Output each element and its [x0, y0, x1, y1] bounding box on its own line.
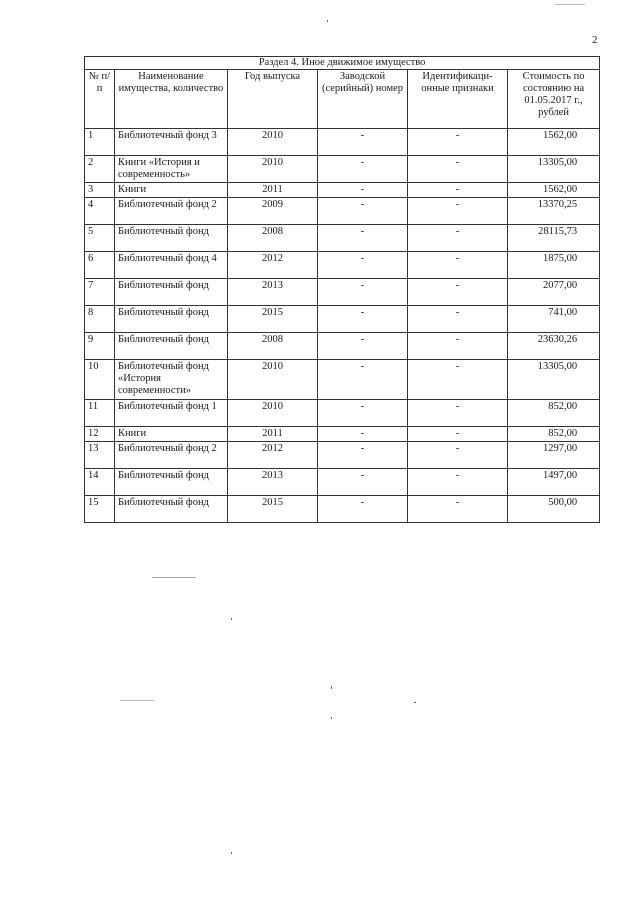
row-serial: - — [318, 496, 408, 523]
row-number: 13 — [85, 442, 115, 469]
row-cost: 741,00 — [508, 306, 600, 333]
row-name: Библиотечный фонд 2 — [115, 198, 228, 225]
row-number: 7 — [85, 279, 115, 306]
row-cost: 23630,26 — [508, 333, 600, 360]
row-number: 11 — [85, 400, 115, 427]
row-number: 3 — [85, 183, 115, 198]
row-year: 2013 — [228, 279, 318, 306]
row-cost: 852,00 — [508, 427, 600, 442]
row-cost: 1297,00 — [508, 442, 600, 469]
row-identification: - — [408, 496, 508, 523]
row-name: Библиотечный фонд — [115, 225, 228, 252]
row-year: 2012 — [228, 252, 318, 279]
table-row — [85, 156, 600, 183]
row-cost: 28115,73 — [508, 225, 600, 252]
row-identification: - — [408, 306, 508, 333]
column-header-serial: Заводской (серийный) номер — [318, 70, 408, 129]
row-identification: - — [408, 333, 508, 360]
row-number: 12 — [85, 427, 115, 442]
row-identification: - — [408, 442, 508, 469]
row-serial: - — [318, 442, 408, 469]
scan-speck — [331, 686, 332, 689]
table-row — [85, 333, 600, 360]
scan-speck — [331, 717, 332, 719]
row-serial: - — [318, 427, 408, 442]
row-year: 2010 — [228, 400, 318, 427]
table-row — [85, 360, 600, 400]
row-year: 2010 — [228, 360, 318, 400]
row-name: Библиотечный фонд — [115, 496, 228, 523]
row-identification: - — [408, 469, 508, 496]
row-identification: - — [408, 427, 508, 442]
page-number: 2 — [592, 34, 598, 46]
row-name: Библиотечный фонд 3 — [115, 129, 228, 156]
table-header-row — [85, 70, 600, 129]
row-name: Книги — [115, 427, 228, 442]
row-serial: - — [318, 129, 408, 156]
row-identification: - — [408, 279, 508, 306]
row-cost: 13305,00 — [508, 360, 600, 400]
scan-speck — [414, 702, 416, 703]
table-row — [85, 469, 600, 496]
table-row — [85, 252, 600, 279]
table-row — [85, 427, 600, 442]
row-name: Книги — [115, 183, 228, 198]
table-row — [85, 279, 600, 306]
row-cost: 1875,00 — [508, 252, 600, 279]
column-header-identification: Идентификаци-онные признаки — [408, 70, 508, 129]
column-header-year: Год выпуска — [228, 70, 318, 129]
row-name: Библиотечный фонд 4 — [115, 252, 228, 279]
row-name: Библиотечный фонд — [115, 306, 228, 333]
row-number: 2 — [85, 156, 115, 183]
row-serial: - — [318, 360, 408, 400]
table-row — [85, 198, 600, 225]
row-year: 2010 — [228, 156, 318, 183]
table-row — [85, 496, 600, 523]
row-identification: - — [408, 252, 508, 279]
column-header-cost: Стоимость по состоянию на 01.05.2017 г., рублей — [508, 70, 600, 129]
movable-property-table — [84, 56, 600, 523]
row-number: 6 — [85, 252, 115, 279]
table-row — [85, 400, 600, 427]
row-identification: - — [408, 225, 508, 252]
row-number: 10 — [85, 360, 115, 400]
table-row — [85, 183, 600, 198]
row-number: 14 — [85, 469, 115, 496]
row-identification: - — [408, 400, 508, 427]
row-serial: - — [318, 279, 408, 306]
row-name: Библиотечный фонд — [115, 333, 228, 360]
row-cost: 1497,00 — [508, 469, 600, 496]
row-cost: 852,00 — [508, 400, 600, 427]
scan-speck — [120, 700, 154, 701]
row-number: 4 — [85, 198, 115, 225]
row-cost: 1562,00 — [508, 129, 600, 156]
row-number: 9 — [85, 333, 115, 360]
row-serial: - — [318, 252, 408, 279]
row-number: 5 — [85, 225, 115, 252]
row-year: 2008 — [228, 225, 318, 252]
row-name: Библиотечный фонд — [115, 279, 228, 306]
scan-speck — [555, 4, 585, 5]
row-identification: - — [408, 360, 508, 400]
row-serial: - — [318, 156, 408, 183]
table-row — [85, 306, 600, 333]
column-header-number: № п/п — [85, 70, 115, 129]
row-year: 2015 — [228, 496, 318, 523]
row-year: 2015 — [228, 306, 318, 333]
row-cost: 1562,00 — [508, 183, 600, 198]
row-number: 1 — [85, 129, 115, 156]
row-number: 15 — [85, 496, 115, 523]
row-year: 2011 — [228, 427, 318, 442]
row-year: 2011 — [228, 183, 318, 198]
row-number: 8 — [85, 306, 115, 333]
table-body — [85, 129, 600, 523]
row-name: Библиотечный фонд «История современности» — [115, 360, 228, 400]
row-identification: - — [408, 183, 508, 198]
row-cost: 13370,25 — [508, 198, 600, 225]
row-identification: - — [408, 198, 508, 225]
section-title: Раздел 4. Иное движимое имущество — [85, 57, 600, 70]
table-row — [85, 442, 600, 469]
row-name: Библиотечный фонд 1 — [115, 400, 228, 427]
row-name: Библиотечный фонд 2 — [115, 442, 228, 469]
row-year: 2009 — [228, 198, 318, 225]
row-identification: - — [408, 129, 508, 156]
scan-speck — [152, 577, 196, 578]
row-serial: - — [318, 469, 408, 496]
row-serial: - — [318, 400, 408, 427]
row-identification: - — [408, 156, 508, 183]
row-year: 2012 — [228, 442, 318, 469]
row-year: 2010 — [228, 129, 318, 156]
row-year: 2013 — [228, 469, 318, 496]
row-serial: - — [318, 306, 408, 333]
row-serial: - — [318, 183, 408, 198]
row-serial: - — [318, 225, 408, 252]
row-serial: - — [318, 333, 408, 360]
row-serial: - — [318, 198, 408, 225]
row-cost: 500,00 — [508, 496, 600, 523]
table-row — [85, 129, 600, 156]
scan-speck — [231, 852, 232, 854]
row-cost: 13305,00 — [508, 156, 600, 183]
row-year: 2008 — [228, 333, 318, 360]
table-row — [85, 225, 600, 252]
row-cost: 2077,00 — [508, 279, 600, 306]
row-name: Библиотечный фонд — [115, 469, 228, 496]
scan-speck — [231, 618, 232, 620]
row-name: Книги «История и современность» — [115, 156, 228, 183]
scan-speck — [327, 20, 328, 22]
column-header-name: Наименование имущества, количество — [115, 70, 228, 129]
